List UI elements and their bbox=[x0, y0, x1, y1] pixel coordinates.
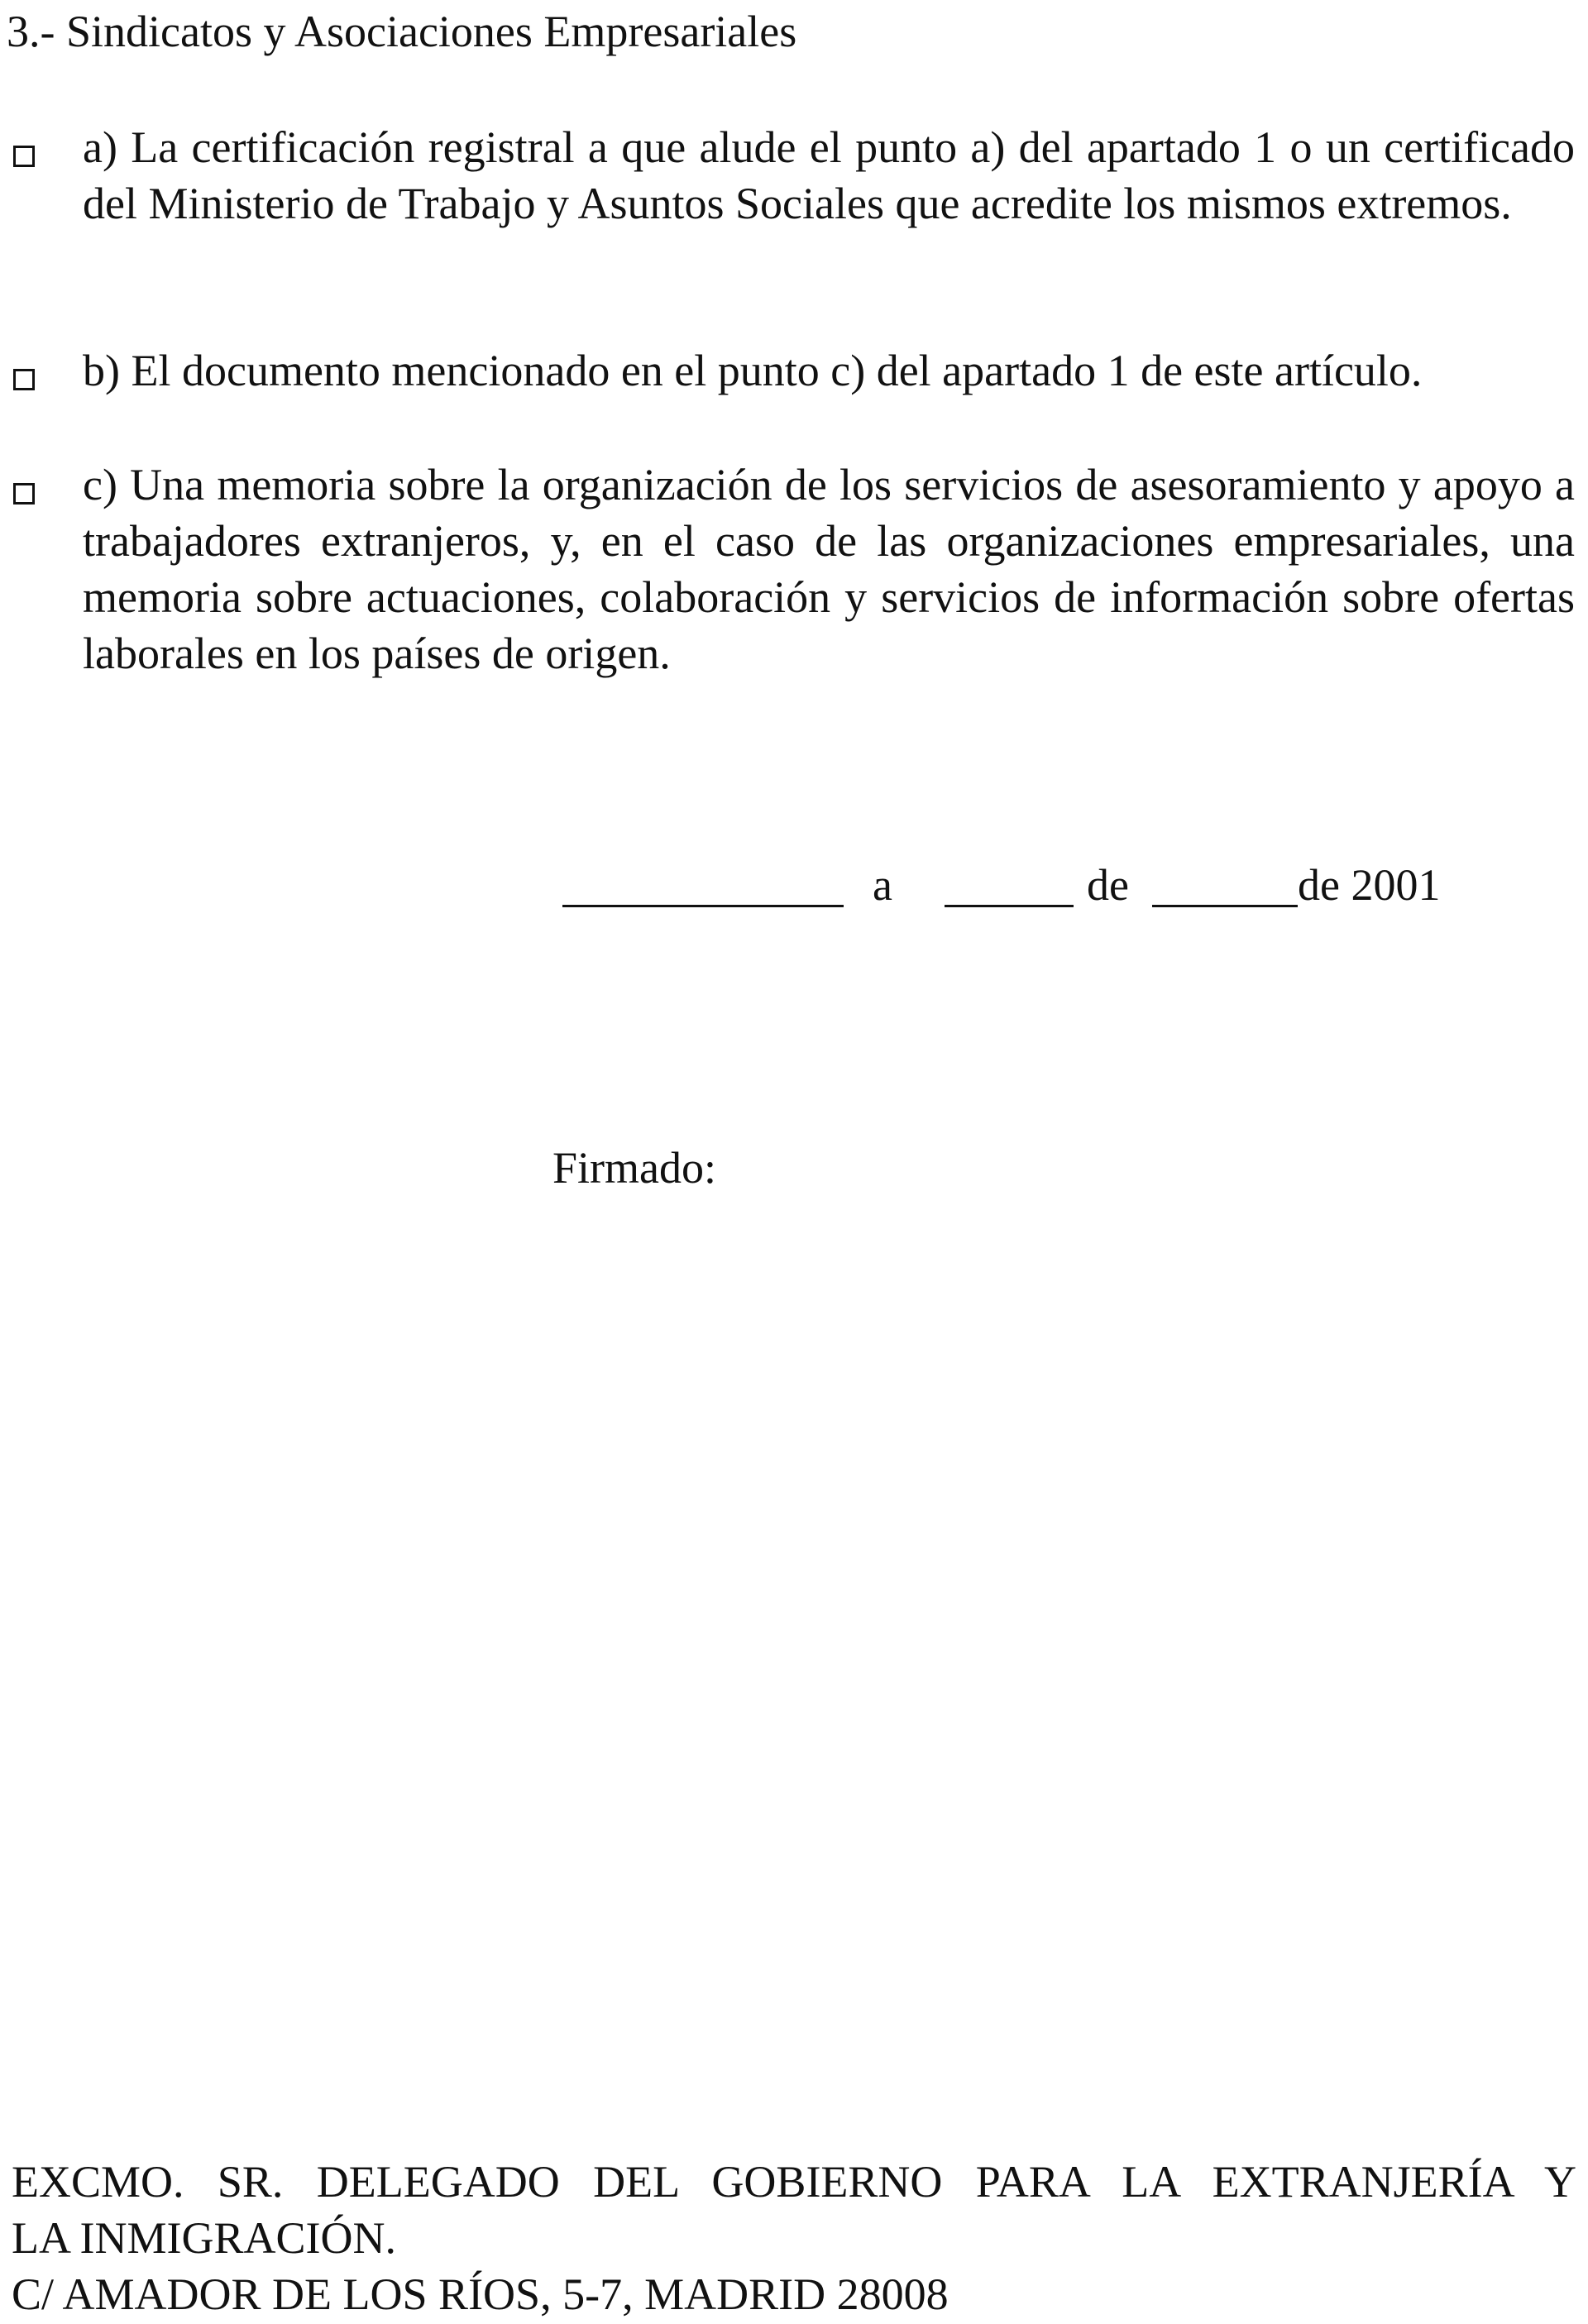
place-blank[interactable] bbox=[562, 905, 844, 907]
month-blank[interactable] bbox=[1152, 905, 1298, 907]
addressee-line-1: EXCMO. SR. DELEGADO DEL GOBIERNO PARA LA EXTRANJERÍA Y bbox=[12, 2157, 1576, 2207]
requirement-text-a: a) La certificación registral a que alude el punto a) del apartado 1 o un certificado del Ministerio de Trabajo y Asuntos Sociales que acredite los mismos extremos. bbox=[83, 122, 1575, 228]
section-heading: 3.- Sindicatos y Asociaciones Empresariales bbox=[7, 7, 797, 56]
addressee-line-2: LA INMIGRACIÓN. bbox=[12, 2213, 396, 2263]
date-word-de-year: de 2001 bbox=[1298, 860, 1441, 910]
addressee-block bbox=[12, 2154, 1576, 2324]
requirement-text-b: b) El documento mencionado en el punto c) del apartado 1 de este artículo. bbox=[83, 346, 1423, 395]
requirement-text-c: c) Una memoria sobre la organización de los servicios de asesoramiento y apoyo a trabajadores extranjeros, y, en el caso de las organizaciones empresariales, una memoria sobre actuaciones, colaboración y servicios de información sobre ofertas laborales en los países de origen. bbox=[83, 460, 1575, 678]
date-place-line bbox=[562, 857, 1480, 916]
requirement-item-c bbox=[13, 457, 1575, 688]
requirement-item-a bbox=[13, 119, 1575, 293]
checkbox-item-c[interactable] bbox=[13, 483, 35, 504]
date-word-a: a bbox=[873, 860, 892, 910]
requirement-item-b bbox=[13, 342, 1575, 400]
day-blank[interactable] bbox=[945, 905, 1074, 907]
checkbox-item-a[interactable] bbox=[13, 146, 35, 167]
date-word-de: de bbox=[1087, 860, 1129, 910]
signature-label: Firmado: bbox=[552, 1143, 716, 1193]
addressee-line-3: C/ AMADOR DE LOS RÍOS, 5-7, MADRID 28008 bbox=[12, 2269, 949, 2319]
checkbox-item-b[interactable] bbox=[13, 369, 35, 390]
